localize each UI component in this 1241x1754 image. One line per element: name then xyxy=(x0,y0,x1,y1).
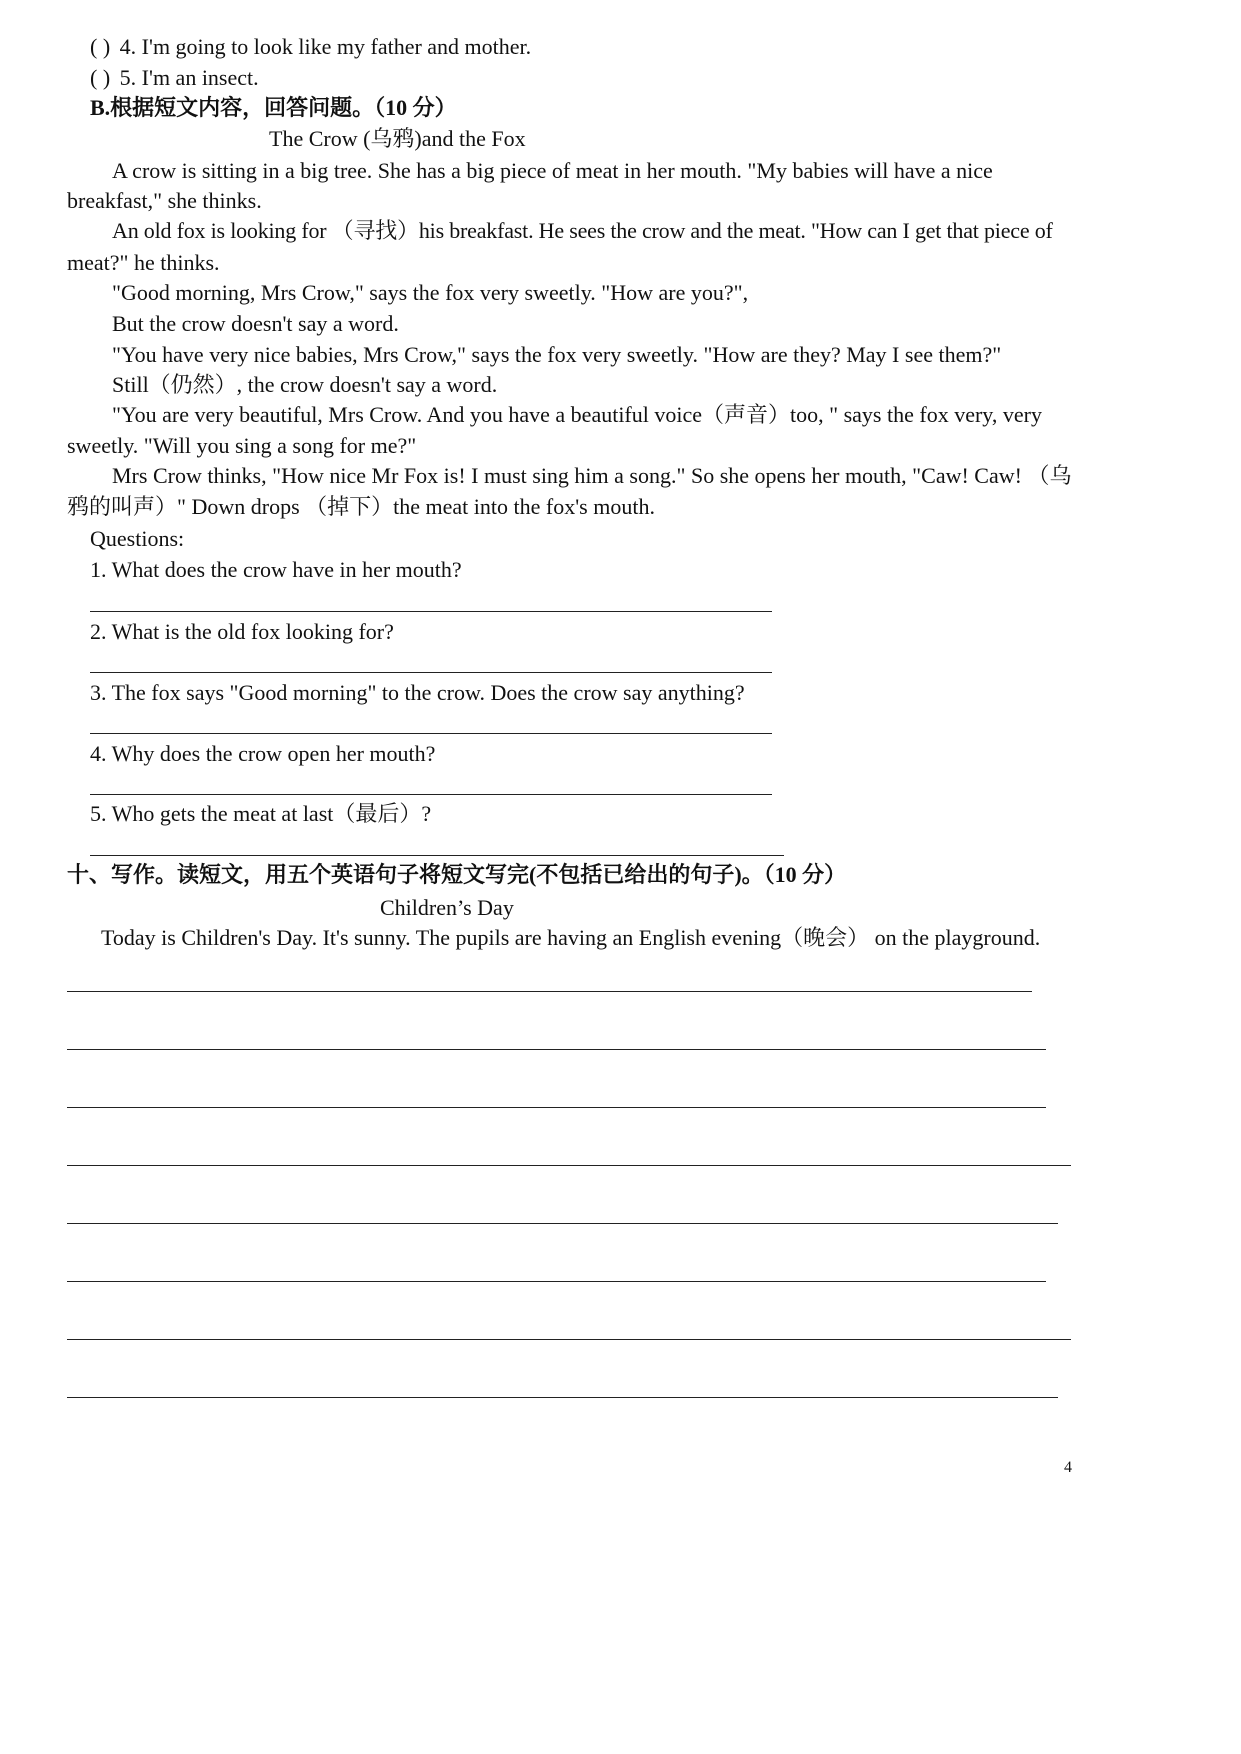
writing-line-7[interactable] xyxy=(67,1339,1071,1340)
paragraph-line: breakfast," she thinks. xyxy=(67,188,262,213)
paragraph-line: meat?" he thinks. xyxy=(67,250,220,275)
answer-line-4[interactable] xyxy=(90,794,772,795)
paragraph-line: An old fox is looking for （寻找）his breakfast. He sees the crow and the meat. "How can I get that piece of xyxy=(112,218,1053,243)
paragraph-line: sweetly. "Will you sing a song for me?" xyxy=(67,433,417,458)
answer-line-2[interactable] xyxy=(90,672,772,673)
judge-item-5 xyxy=(90,64,259,92)
story-title: The Crow (乌鸦)and the Fox xyxy=(269,126,526,151)
writing-line-2[interactable] xyxy=(67,1049,1046,1050)
paragraph-line: A crow is sitting in a big tree. She has a big piece of meat in her mouth. "My babies will have a nice xyxy=(112,158,993,183)
writing-line-6[interactable] xyxy=(67,1281,1046,1282)
answer-line-1[interactable] xyxy=(90,611,772,612)
writing-line-5[interactable] xyxy=(67,1223,1058,1224)
writing-line-4[interactable] xyxy=(67,1165,1071,1166)
paragraph-line: "You have very nice babies, Mrs Crow," says the fox very sweetly. "How are they? May I see them?" xyxy=(112,342,1002,367)
writing-line-1[interactable] xyxy=(67,991,1032,992)
writing-intro: Today is Children's Day. It's sunny. The pupils are having an English evening（晚会） on the playground. xyxy=(101,925,1041,950)
question-4: 4. Why does the crow open her mouth? xyxy=(90,741,436,766)
questions-label: Questions: xyxy=(90,526,185,551)
paragraph-line: But the crow doesn't say a word. xyxy=(112,311,399,336)
writing-line-8[interactable] xyxy=(67,1397,1058,1398)
page-number: 4 xyxy=(1064,1459,1072,1476)
writing-line-3[interactable] xyxy=(67,1107,1046,1108)
answer-bracket[interactable]: ( ) xyxy=(90,65,111,90)
judge-item-4 xyxy=(90,33,531,61)
paragraph-line: Still（仍然）, the crow doesn't say a word. xyxy=(112,372,498,397)
question-5: 5. Who gets the meat at last（最后）? xyxy=(90,801,432,826)
paragraph-line: "You are very beautiful, Mrs Crow. And you have a beautiful voice（声音）too, " says the fox very, very xyxy=(112,402,1042,427)
judge-item-text: 5. I'm an insect. xyxy=(119,65,259,90)
question-1: 1. What does the crow have in her mouth? xyxy=(90,557,462,582)
question-3: 3. The fox says "Good morning" to the crow. Does the crow say anything? xyxy=(90,680,745,705)
paragraph-line: Mrs Crow thinks, "How nice Mr Fox is! I must sing him a song." So she opens her mouth, "Caw! Caw! （乌 xyxy=(112,463,1072,488)
answer-line-3[interactable] xyxy=(90,733,772,734)
answer-bracket[interactable]: ( ) xyxy=(90,34,111,59)
section-10-heading: 十、写作。读短文，用五个英语句子将短文写完(不包括已给出的句子)。（10 分） xyxy=(67,862,847,887)
section-b-heading: B.根据短文内容，回答问题。（10 分） xyxy=(90,95,457,120)
writing-title: Children’s Day xyxy=(380,895,514,920)
paragraph-line: 鸦的叫声）" Down drops （掉下）the meat into the fox's mouth. xyxy=(67,494,655,519)
paragraph-line: "Good morning, Mrs Crow," says the fox very sweetly. "How are you?", xyxy=(112,280,749,305)
judge-item-text: 4. I'm going to look like my father and mother. xyxy=(119,34,532,59)
question-2: 2. What is the old fox looking for? xyxy=(90,619,394,644)
answer-line-5[interactable] xyxy=(90,855,784,856)
